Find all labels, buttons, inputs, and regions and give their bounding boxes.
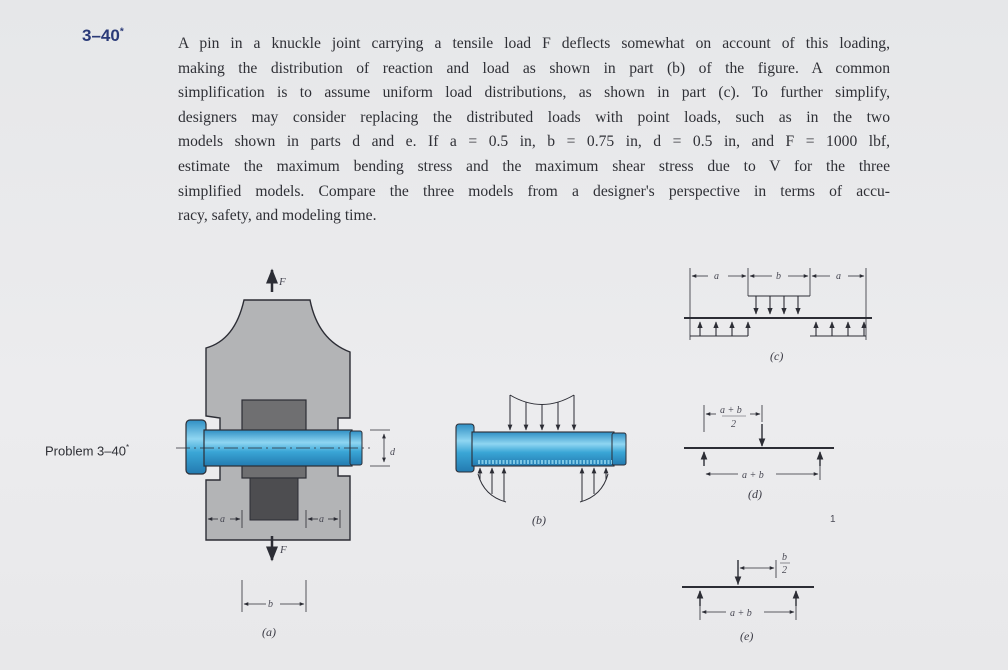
statement-line-3: simplification is to assume uniform load distributions, as shown in part (c). To further simplify, — [178, 84, 890, 102]
dim-b-label: b — [268, 599, 273, 610]
problem-number-text: 3–40 — [82, 26, 120, 45]
problem-figure-label-star: * — [125, 443, 130, 452]
e-dim-num: b — [782, 552, 787, 563]
statement-line-2: making the distribution of reaction and load as shown in part (b) of the figure. A common — [178, 59, 890, 77]
c-dim-a2-label: a — [836, 271, 841, 282]
d-dim-top-num: a + b — [720, 405, 742, 416]
part-e-point-loads — [682, 552, 814, 643]
caption-d: (d) — [748, 487, 762, 501]
caption-a: (a) — [262, 625, 276, 639]
load-label-top: F — [279, 276, 286, 288]
eye-shank — [250, 478, 298, 520]
c-dim-a1-label: a — [714, 271, 719, 282]
statement-line-8: racy, safety, and modeling time. — [178, 207, 377, 225]
top-load-curve — [510, 395, 574, 405]
part-b-deflected-pin — [456, 395, 626, 527]
problem-figure-label-text: Problem 3–40 — [45, 443, 126, 459]
caption-e: (e) — [740, 629, 754, 643]
e-dim-den: 2 — [782, 565, 787, 576]
pin-head-left — [186, 420, 206, 474]
pin-b-collar — [612, 433, 626, 465]
dim-d-label: d — [390, 447, 395, 458]
pin-b-head — [456, 424, 474, 472]
caption-c: (c) — [770, 349, 784, 363]
statement-line-1: A pin in a knuckle joint carrying a tensile load F deflects somewhat on account of this loading, — [178, 35, 890, 52]
dim-a-left-label: a — [220, 514, 225, 525]
part-c-uniform-loads — [684, 268, 872, 363]
load-label-bottom: F — [280, 544, 287, 556]
e-dim-bottom-label: a + b — [730, 608, 752, 619]
dim-a-right-label: a — [319, 514, 324, 525]
statement-line-6: estimate the maximum bending stress and the maximum shear stress due to V for the three — [178, 157, 890, 175]
statement-line-4: designers may consider replacing the distributed loads with point loads, such as in the two — [178, 108, 890, 126]
c-dim-b-label: b — [776, 271, 781, 282]
stray-mark: 1 — [830, 514, 836, 525]
part-d-point-loads — [684, 405, 834, 501]
d-dim-bottom-label: a + b — [742, 470, 764, 481]
problem-star-marker: * — [119, 26, 124, 38]
caption-b: (b) — [532, 513, 546, 527]
d-dim-top-den: 2 — [731, 419, 736, 430]
statement-line-5: models shown in parts d and e. If a = 0.5 in, b = 0.75 in, d = 0.5 in, and F = 1000 lbf, — [178, 133, 890, 151]
part-a-knuckle-joint — [176, 270, 396, 639]
statement-line-7: simplified models. Compare the three models from a designer's perspective in terms of accu- — [178, 182, 890, 200]
